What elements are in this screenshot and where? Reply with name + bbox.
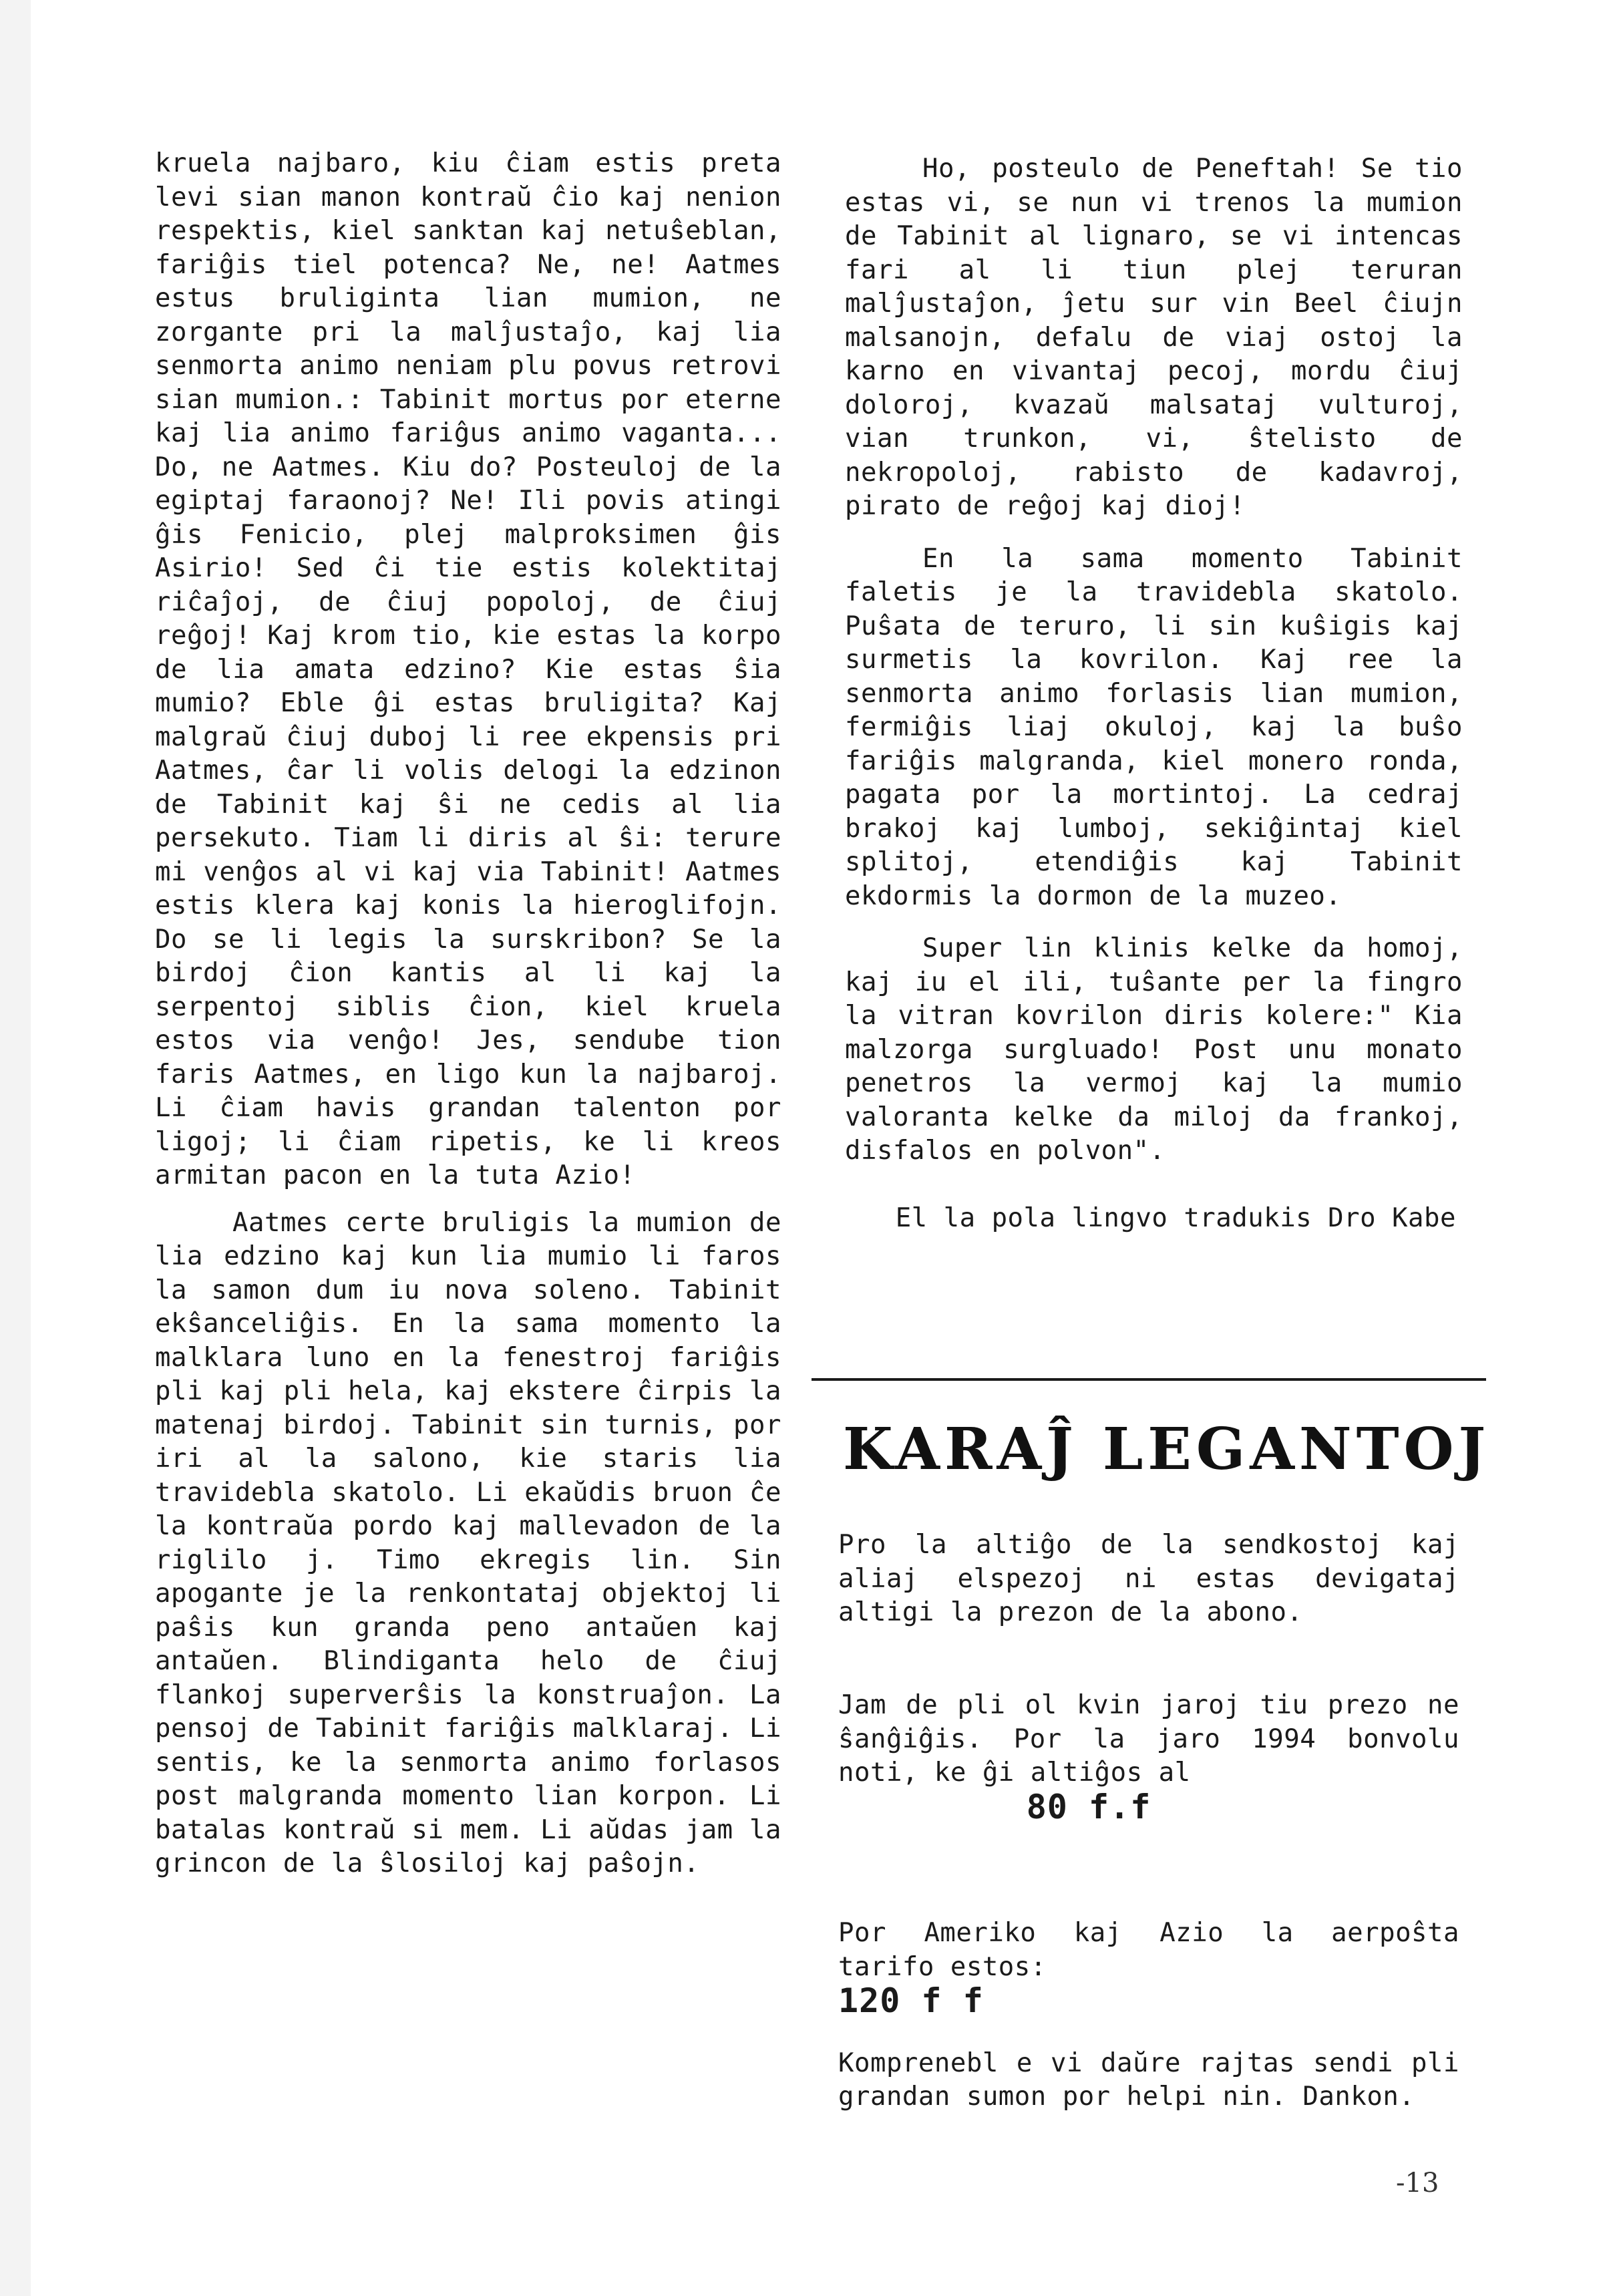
left-paragraph-1: kruela najbaro, kiu ĉiam estis preta levi sian manon kontraŭ ĉio kaj nenion respektis, kiel sanktan kaj netuŝeblan, fariĝis tiel potenca? Ne, ne! Aatmes estus bruliginta lian mumion, ne zorgante pri la malĵustaĵo, kaj lia senmorta animo neniam plu povus retrovi sian mumion.: Tabinit mortus por eterne kaj lia animo fariĝus animo vaganta... Do, ne Aatmes. Kiu do? Posteuloj de la egiptaj faraonoj? Ne! Ili povis atingi ĝis Fenicio, plej malproksimen ĝis Asirio! Sed ĉi tie estis kolektitaj riĉaĵoj, de ĉiuj popoloj, de ĉiuj reĝoj! Kaj krom tio, kie estas la korpo de lia amata edzino? Kie estas ŝia mumio? Eble ĝi estas bruligita? Kaj malgraŭ ĉiuj duboj li ree ekpensis pri Aatmes, ĉar li volis delogi la edzinon de Tabinit kaj ŝi ne cedis al lia persekuto. Tiam li diris al ŝi: terure mi venĝos al vi kaj via Tabinit! Aatmes estis klera kaj konis la hieroglifojn. Do se li legis la surskribon? Se la birdoj ĉion kantis al li kaj la serpentoj siblis ĉion, kiel kruela estos via venĝo! Jes, sendube tion faris Aatmes, en ligo kun la najbaroj. Li ĉiam havis grandan talenton por ligoj; li ĉiam ripetis, ke li kreos armitan pacon en la tuta Azio! [155, 148, 781, 1190]
notice-price-text: Jam de pli ol kvin jaroj tiu prezo ne ŝanĝiĝis. Por la jaro 1994 bonvolu noti, ke ĝi altiĝos al [838, 1690, 1459, 1788]
right-paragraph-2: En la sama momento Tabinit faletis je la travidebla skatolo. Puŝata de teruro, li sin kuŝigis kaj surmetis la kovrilon. Kaj ree la senmorta animo forlasis lian mumion, fermiĝis liaj okuloj, kaj la buŝo fariĝis malgranda, kiel monero ronda, pagata por la mortintoj. La cedraj brakoj kaj lumboj, sekiĝintaj kiel splitoj, etendiĝis kaj Tabinit ekdormis la dormon de la muzeo. [845, 543, 1463, 911]
translator-credit: El la pola lingvo tradukis Dro Kabe [895, 1202, 1456, 1233]
page-number: -13 [1396, 2168, 1439, 2198]
notice-price-value: 80 f.f [1026, 1787, 1151, 1826]
section-divider [812, 1378, 1486, 1381]
subscription-notice [838, 1528, 1459, 2114]
right-text-column [845, 152, 1463, 1235]
page-edge-shadow [0, 0, 31, 2296]
notice-intro: Pro la altiĝo de la sendkostoj kaj aliaj elspezoj ni estas devigataj altigi la prezon de la abono. [838, 1530, 1459, 1627]
right-paragraph-3: Super lin klinis kelke da homoj, kaj iu el ili, tuŝante per la fingro la vitran kovrilon diris kolere:" Kia malzorga surgluado! Post unu monato penetros la vermoj kaj la mumio valoranta kelke da miloj da frankoj, disfalos en polvon". [845, 933, 1463, 1166]
notice-heading: KARAĴ LEGANTOJ [843, 1416, 1491, 1483]
notice-thanks: Komprenebl e vi daŭre rajtas sendi pli grandan sumon por helpi nin. Dankon. [838, 2047, 1459, 2112]
right-paragraph-1: Ho, posteulo de Peneftah! Se tio estas vi, se nun vi trenos la mumion de Tabinit al lignaro, se vi intencas fari al li tiun plej teruran malĵustaĵon, ĵetu sur vin Beel ĉiujn malsanojn, defalu de viaj ostoj la karno en vivantaj pecoj, mordu ĉiuj doloroj, kvazaŭ malsataj vulturoj, vian trunkon, vi, ŝtelisto de nekropoloj, rabisto de kadavroj, pirato de reĝoj kaj dioj! [845, 154, 1463, 521]
left-paragraph-2: Aatmes certe bruligis la mumion de lia edzino kaj kun lia mumio li faros la samon dum iu nova soleno. Tabinit ekŝanceliĝis. En la sama momento la malklara luno en la fenestroj fariĝis pli kaj pli hela, kaj ekstere ĉirpis la matenaj birdoj. Tabinit sin turnis, por iri al la salono, kie staris lia travidebla skatolo. Li ekaŭdis bruon ĉe la kontraŭa pordo kaj mallevadon de la riglilo j. Timo ekregis lin. Sin apogante je la renkontataj objektoj li paŝis kun granda peno antaŭen kaj antaŭen. Blindiganta helo de ĉiuj flankoj superverŝis la konstruaĵon. La pensoj de Tabinit fariĝis malklaraj. Li sentis, ke la senmorta animo forlasos post malgranda momento lian korpon. Li batalas kontraŭ si mem. Li aŭdas jam la grincon de la ŝlosiloj kaj paŝojn. [155, 1207, 781, 1878]
notice-airmail-text: Por Ameriko kaj Azio la aerpoŝta tarifo estos: [838, 1918, 1459, 1982]
notice-price-paragraph [838, 1655, 1459, 1858]
notice-airmail-paragraph [838, 1883, 1459, 2021]
notice-airmail-value: 120 f f [838, 1981, 984, 2020]
left-text-column [155, 147, 781, 1881]
